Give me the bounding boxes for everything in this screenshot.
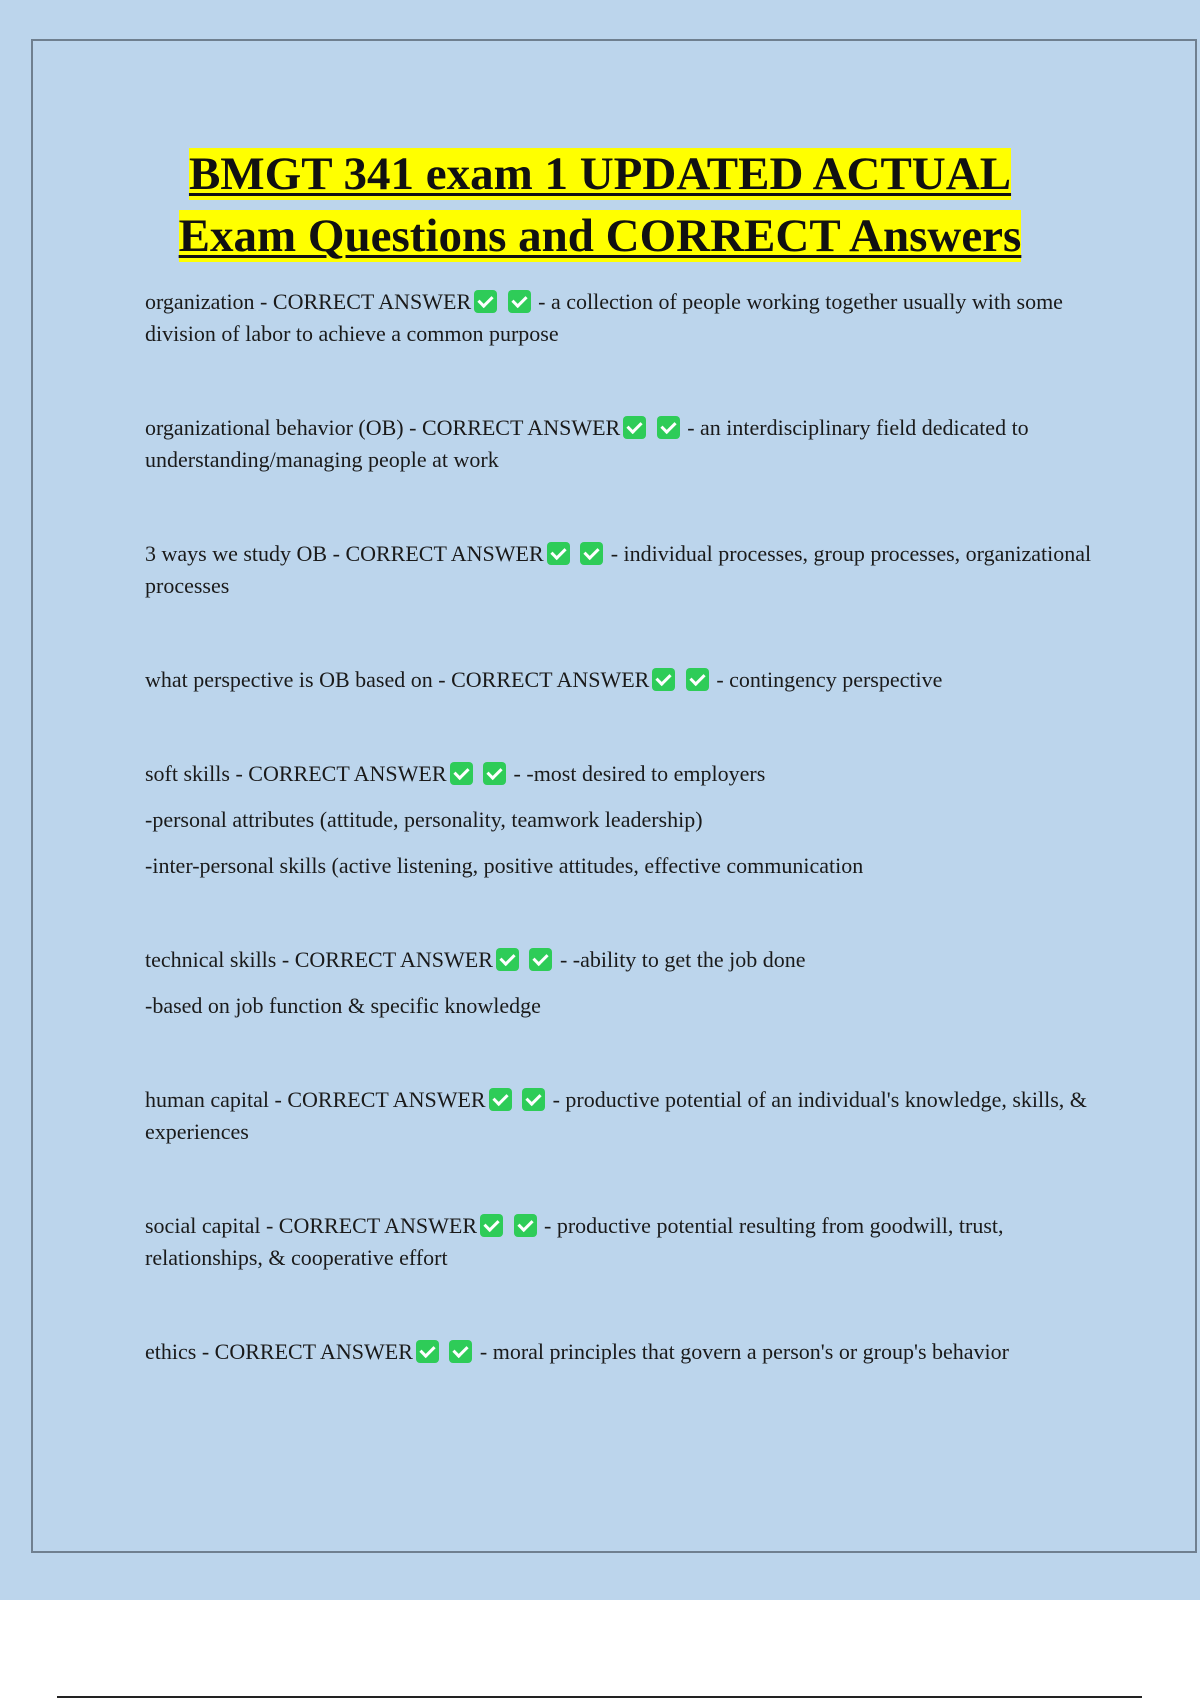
- correct-answer-label: CORRECT ANSWER: [287, 1087, 486, 1112]
- footer-divider: [57, 1696, 1142, 1698]
- entry-extra-line: -personal attributes (attitude, personality, teamwork leadership): [145, 807, 703, 832]
- qa-list: [145, 286, 1095, 1430]
- entry-term: organization -: [145, 289, 273, 314]
- qa-entry-organizational-behavior: [145, 412, 1095, 476]
- check-box-icon: [580, 542, 603, 565]
- correct-answer-label: CORRECT ANSWER: [248, 761, 447, 786]
- check-box-icon: [657, 416, 680, 439]
- correct-answer-label: CORRECT ANSWER: [294, 947, 493, 972]
- correct-answer-label: CORRECT ANSWER: [421, 415, 621, 440]
- qa-entry-organization: [145, 286, 1095, 350]
- qa-entry-ob-perspective: [145, 664, 1095, 696]
- entry-term: what perspective is OB based on -: [145, 667, 452, 692]
- entry-term: 3 ways we study OB -: [145, 541, 346, 566]
- document-title: [0, 143, 1200, 267]
- check-box-icon: [416, 1340, 439, 1363]
- qa-entry-social-capital: [145, 1210, 1095, 1274]
- qa-entry-technical-skills: [145, 944, 1095, 1022]
- check-box-icon: [623, 416, 646, 439]
- check-box-icon: [489, 1088, 512, 1111]
- entry-definition: - -most desired to employers: [508, 761, 766, 786]
- correct-answer-label: CORRECT ANSWER: [272, 289, 472, 314]
- entry-term: organizational behavior (OB) -: [145, 415, 422, 440]
- entry-definition: - productive potential resulting from goodwill, trust, relationships, & cooperative effort: [145, 1213, 1004, 1270]
- title-line-2: Exam Questions and CORRECT Answers: [178, 210, 1022, 262]
- entry-definition: - productive potential of an individual's knowledge, skills, & experiences: [145, 1087, 1087, 1144]
- entry-term: human capital -: [145, 1087, 288, 1112]
- check-box-icon: [522, 1088, 545, 1111]
- check-box-icon: [450, 762, 473, 785]
- entry-extra-line: -based on job function & specific knowledge: [145, 993, 541, 1018]
- correct-answer-label: CORRECT ANSWER: [345, 541, 544, 566]
- check-box-icon: [480, 1214, 503, 1237]
- check-box-icon: [514, 1214, 537, 1237]
- qa-entry-ways-to-study-ob: [145, 538, 1095, 602]
- qa-entry-ethics: [145, 1336, 1095, 1368]
- entry-definition: - -ability to get the job done: [554, 947, 806, 972]
- check-box-icon: [496, 948, 519, 971]
- qa-entry-soft-skills: [145, 758, 1095, 882]
- check-box-icon: [529, 948, 552, 971]
- check-box-icon: [686, 668, 709, 691]
- entry-definition: - an interdisciplinary field dedicated to understanding/managing people at work: [145, 415, 1029, 472]
- qa-entry-human-capital: [145, 1084, 1095, 1148]
- entry-term: social capital -: [145, 1213, 279, 1238]
- check-box-icon: [483, 762, 506, 785]
- check-box-icon: [474, 290, 497, 313]
- check-box-icon: [508, 290, 531, 313]
- entry-definition: - a collection of people working together usually with some division of labor to achieve a common purpose: [145, 289, 1063, 346]
- title-line-1: BMGT 341 exam 1 UPDATED ACTUAL: [188, 148, 1012, 200]
- entry-definition: - contingency perspective: [710, 667, 943, 692]
- correct-answer-label: CORRECT ANSWER: [278, 1213, 478, 1238]
- entry-term: soft skills -: [145, 761, 249, 786]
- correct-answer-label: CORRECT ANSWER: [214, 1339, 413, 1364]
- entry-definition: - moral principles that govern a person's or group's behavior: [474, 1339, 1009, 1364]
- check-box-icon: [449, 1340, 472, 1363]
- entry-definition: - individual processes, group processes, organizational processes: [145, 541, 1092, 598]
- check-box-icon: [652, 668, 675, 691]
- entry-extra-line: -inter-personal skills (active listening, positive attitudes, effective communication: [145, 853, 864, 878]
- check-box-icon: [547, 542, 570, 565]
- correct-answer-label: CORRECT ANSWER: [451, 667, 650, 692]
- entry-term: ethics -: [145, 1339, 215, 1364]
- entry-term: technical skills -: [145, 947, 295, 972]
